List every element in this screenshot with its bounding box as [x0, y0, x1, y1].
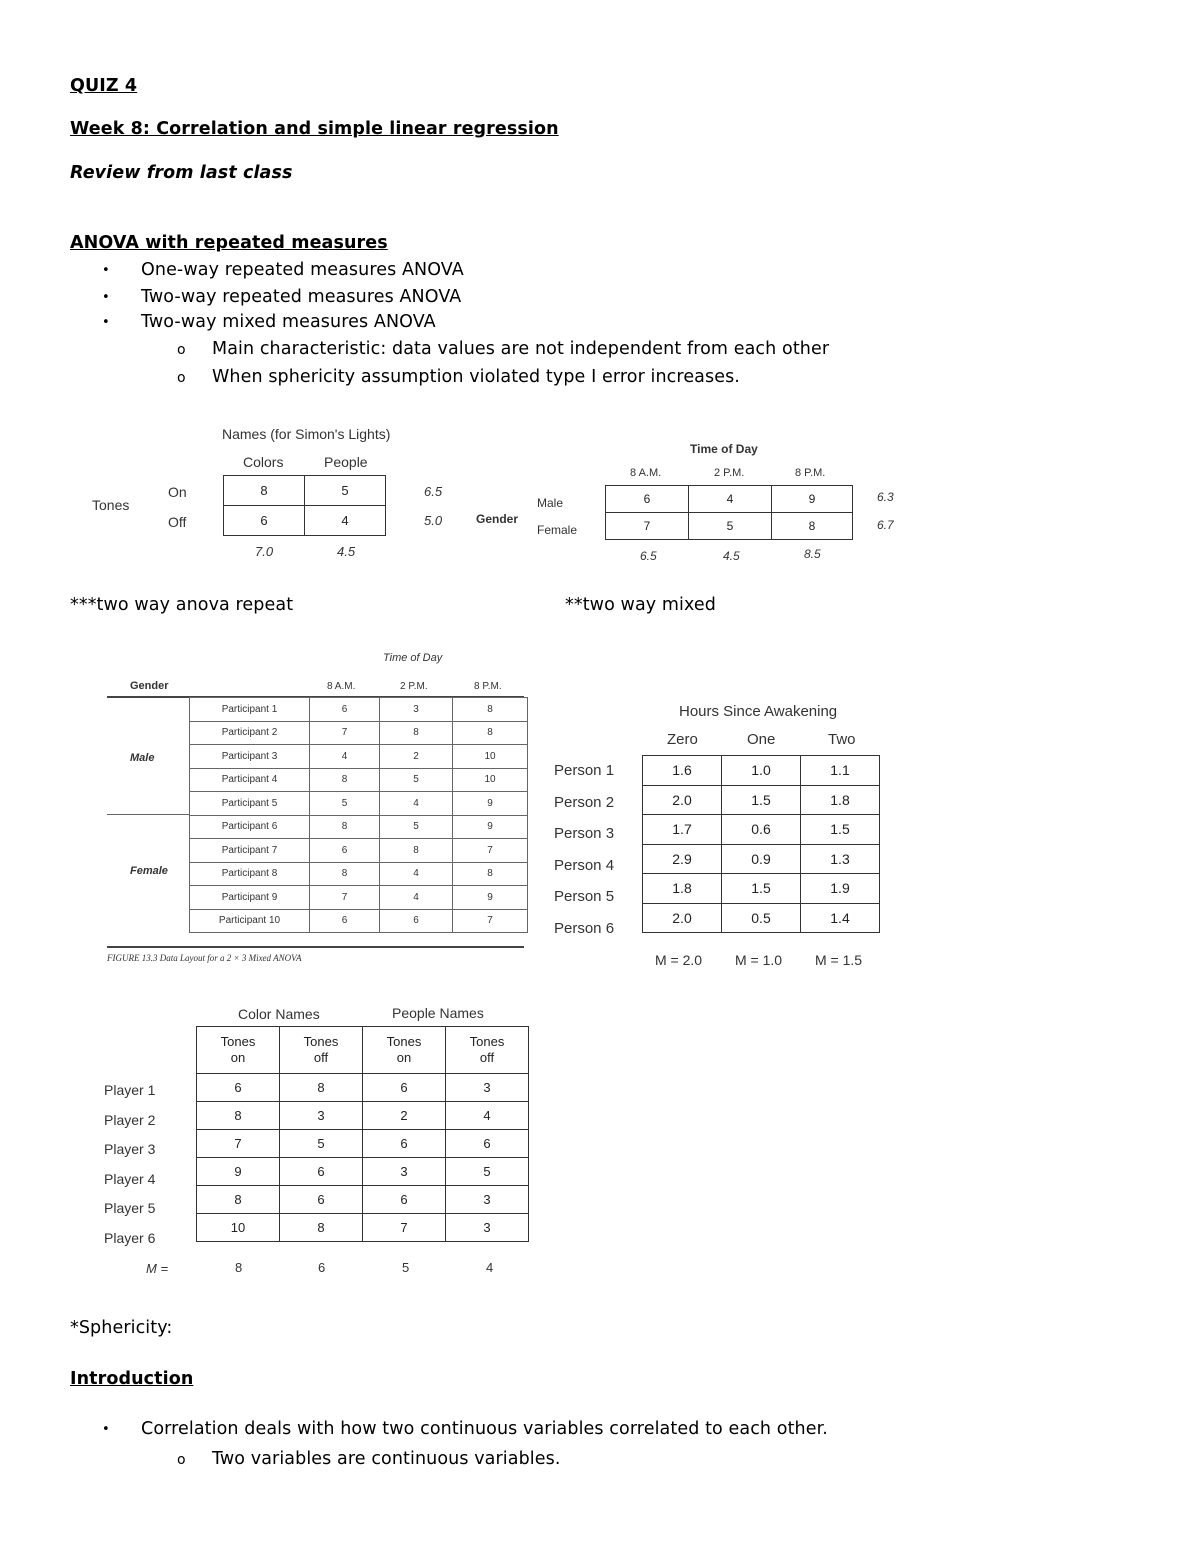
table-cell: 8: [280, 1214, 363, 1242]
table-cell: 8: [453, 721, 528, 745]
table-row: [643, 815, 880, 845]
fig5-group-header: Color Names: [238, 1006, 320, 1022]
participant-label: Participant 7: [190, 839, 310, 863]
fig2-row-label: Female: [537, 523, 578, 537]
column-header: [280, 1027, 363, 1074]
table-cell: 0.9: [722, 844, 801, 874]
table-cell: 1.7: [643, 815, 722, 845]
table-row: [197, 1130, 529, 1158]
table-cell: 1.9: [801, 874, 880, 904]
fig1-col-mean: 7.0: [255, 544, 274, 559]
column-header-line: on: [230, 1050, 246, 1065]
table-cell: 7: [310, 721, 380, 745]
table-cell: 8: [310, 815, 380, 839]
fig5-mean-label: M =: [146, 1261, 169, 1276]
player-label: Player 1: [104, 1082, 156, 1098]
player-label: Player 2: [104, 1111, 156, 1128]
table-cell: 0.5: [722, 903, 801, 933]
fig2-col-mean: 4.5: [723, 549, 740, 563]
table-cell: 1.0: [722, 756, 801, 786]
participant-label: Participant 6: [190, 815, 310, 839]
fig2-table: [605, 485, 853, 540]
table-row: [190, 862, 528, 886]
fig4-mean: M = 1.5: [815, 952, 863, 968]
table-row: [190, 768, 528, 792]
table-cell: 6: [446, 1130, 529, 1158]
table-cell: 1.8: [801, 785, 880, 815]
table-cell: 5: [380, 768, 453, 792]
intro-heading: Introduction: [70, 1369, 194, 1389]
fig4-mean: M = 2.0: [655, 952, 703, 968]
table-cell: 4: [305, 506, 386, 536]
column-header-line: Tones: [220, 1034, 256, 1049]
player-label: Player 3: [104, 1141, 156, 1158]
table-cell: 4: [310, 745, 380, 769]
table-row: [190, 886, 528, 910]
fig1-row-group: Tones: [92, 497, 130, 513]
column-header-line: Tones: [303, 1034, 339, 1049]
table-cell: 10: [453, 745, 528, 769]
fig3-group-label: Female: [130, 865, 168, 877]
table-cell: 1.5: [722, 874, 801, 904]
fig1-row-mean: 6.5: [424, 484, 443, 499]
table-cell: 6: [310, 909, 380, 933]
table-row: [190, 815, 528, 839]
table-cell: 6: [280, 1186, 363, 1214]
table-cell: 1.8: [643, 874, 722, 904]
table-cell: 8: [197, 1102, 280, 1130]
divider: [107, 814, 189, 815]
anova-bullet-2: Two-way repeated measures ANOVA: [141, 287, 462, 307]
table-row: [197, 1158, 529, 1186]
participant-label: Participant 5: [190, 792, 310, 816]
column-header-line: Tones: [386, 1034, 422, 1049]
column-header-line: Tones: [469, 1034, 505, 1049]
fig2-row-label: Male: [537, 496, 564, 510]
table-cell: 8: [380, 721, 453, 745]
participant-label: Participant 2: [190, 721, 310, 745]
table-cell: 2.0: [643, 903, 722, 933]
table-cell: 4: [380, 886, 453, 910]
participant-label: Participant 4: [190, 768, 310, 792]
sub-bullet-icon: o: [177, 1452, 186, 1468]
person-label: Person 6: [554, 919, 615, 937]
fig5-group-header: People Names: [392, 1005, 484, 1021]
table-cell: 2: [363, 1102, 446, 1130]
fig1-col-header: Colors: [243, 454, 284, 470]
fig4-col-header: Two: [828, 731, 856, 748]
table-cell: 7: [606, 513, 689, 540]
table-cell: 3: [446, 1186, 529, 1214]
fig1-row-mean: 5.0: [424, 513, 443, 528]
table-row: [190, 792, 528, 816]
table-cell: 5: [305, 476, 386, 506]
fig1-table: [223, 475, 386, 536]
table-row: [190, 839, 528, 863]
table-cell: 5: [310, 792, 380, 816]
table-cell: 3: [280, 1102, 363, 1130]
fig5-mean: 4: [486, 1260, 494, 1275]
bullet-icon: •: [102, 315, 110, 330]
fig2-row-mean: 6.3: [877, 490, 894, 504]
table-cell: 2: [380, 745, 453, 769]
table-cell: 1.4: [801, 903, 880, 933]
participant-label: Participant 10: [190, 909, 310, 933]
table-row: [643, 874, 880, 904]
intro-bullet: Correlation deals with how two continuous variables correlated to each other.: [141, 1419, 828, 1439]
column-header: [197, 1027, 280, 1074]
participant-label: Participant 9: [190, 886, 310, 910]
fig3-caption: FIGURE 13.3 Data Layout for a 2 × 3 Mixed ANOVA: [107, 953, 302, 963]
week-heading: Week 8: Correlation and simple linear regression: [70, 119, 559, 139]
fig2-col-header: 2 P.M.: [714, 467, 745, 479]
fig3-col-header: 8 P.M.: [474, 681, 502, 692]
player-label: Player 4: [104, 1170, 156, 1187]
table-cell: 4: [380, 862, 453, 886]
bullet-icon: •: [102, 1422, 110, 1437]
table-cell: 8: [453, 698, 528, 722]
table-cell: 1.5: [801, 815, 880, 845]
fig3-col-header: 8 A.M.: [327, 681, 356, 692]
sub-bullet-icon: o: [177, 342, 186, 358]
table-cell: 6: [280, 1158, 363, 1186]
table-cell: 5: [380, 815, 453, 839]
player-label: Player 5: [104, 1200, 156, 1217]
participant-label: Participant 8: [190, 862, 310, 886]
fig3-col-header: 2 P.M.: [400, 681, 428, 692]
fig3-group-label: Male: [130, 752, 155, 764]
table-cell: 8: [280, 1074, 363, 1102]
person-label: Person 2: [554, 793, 615, 811]
table-cell: 1.1: [801, 756, 880, 786]
table-row: [190, 698, 528, 722]
fig2-col-mean: 8.5: [804, 547, 821, 561]
table-row: [197, 1074, 529, 1102]
table-cell: 6: [380, 909, 453, 933]
table-cell: 0.6: [722, 815, 801, 845]
table-row: [197, 1186, 529, 1214]
anova-bullet-3: Two-way mixed measures ANOVA: [141, 312, 436, 332]
table-cell: 6: [310, 839, 380, 863]
table-cell: 6: [197, 1074, 280, 1102]
table-cell: 6: [363, 1186, 446, 1214]
fig1-row-label: Off: [168, 514, 187, 530]
table-cell: 6: [310, 698, 380, 722]
table-row: [197, 1102, 529, 1130]
table-cell: 8: [772, 513, 853, 540]
review-subheading: Review from last class: [70, 163, 293, 183]
fig2-col-mean: 6.5: [640, 549, 657, 563]
fig1-col-header: People: [324, 454, 368, 470]
table-cell: 9: [453, 792, 528, 816]
table-cell: 1.5: [722, 785, 801, 815]
table-cell: 7: [363, 1214, 446, 1242]
fig2-title: Time of Day: [690, 442, 758, 456]
table-cell: 8: [453, 862, 528, 886]
quiz-title: QUIZ 4: [70, 76, 138, 96]
bullet-icon: •: [102, 290, 110, 305]
table-row: [190, 721, 528, 745]
table-cell: 5: [280, 1130, 363, 1158]
anova-subbullet-1: Main characteristic: data values are not independent from each other: [212, 339, 830, 359]
table-cell: 7: [310, 886, 380, 910]
table-cell: 5: [446, 1158, 529, 1186]
table-row: [643, 844, 880, 874]
caption-two-way-mixed: **two way mixed: [565, 595, 717, 615]
table-cell: 4: [380, 792, 453, 816]
fig5-mean: 5: [402, 1260, 410, 1275]
table-cell: 6: [363, 1074, 446, 1102]
table-cell: 8: [310, 862, 380, 886]
table-cell: 7: [453, 839, 528, 863]
table-row: [190, 909, 528, 933]
fig3-table: [189, 697, 528, 933]
fig5-table: [196, 1026, 529, 1242]
fig2-col-header: 8 A.M.: [630, 467, 662, 479]
fig2-col-header: 8 P.M.: [795, 467, 826, 479]
column-header-line: off: [313, 1050, 329, 1065]
fig1-title: Names (for Simon's Lights): [222, 426, 391, 442]
participant-label: Participant 1: [190, 698, 310, 722]
participant-label: Participant 3: [190, 745, 310, 769]
anova-heading: ANOVA with repeated measures: [70, 233, 388, 253]
table-row: [643, 785, 880, 815]
table-row: [643, 903, 880, 933]
table-cell: 1.3: [801, 844, 880, 874]
table-cell: 4: [446, 1102, 529, 1130]
fig5-mean: 8: [235, 1260, 243, 1275]
table-cell: 8: [380, 839, 453, 863]
column-header: [363, 1027, 446, 1074]
fig3-gender-header: Gender: [130, 680, 169, 692]
table-cell: 9: [453, 886, 528, 910]
table-cell: 7: [453, 909, 528, 933]
table-cell: 7: [197, 1130, 280, 1158]
anova-subbullet-2: When sphericity assumption violated type I error increases.: [212, 367, 740, 387]
caption-two-way-repeat: ***two way anova repeat: [70, 595, 294, 615]
table-cell: 9: [197, 1158, 280, 1186]
person-label: Person 5: [554, 888, 615, 905]
table-cell: 8: [197, 1186, 280, 1214]
fig3-title: Time of Day: [383, 652, 443, 664]
header-row: [197, 1027, 529, 1074]
table-cell: 10: [197, 1214, 280, 1242]
table-cell: 8: [224, 476, 305, 506]
table-cell: 5: [689, 513, 772, 540]
person-label: Person 3: [554, 825, 615, 842]
table-cell: 4: [689, 486, 772, 513]
column-header-line: off: [479, 1050, 495, 1065]
fig4-table: [642, 755, 880, 933]
bullet-icon: •: [102, 263, 110, 278]
table-cell: 2.0: [643, 785, 722, 815]
table-cell: 8: [310, 768, 380, 792]
table-cell: 6: [363, 1130, 446, 1158]
table-cell: 3: [446, 1214, 529, 1242]
divider: [107, 946, 524, 948]
column-header: [446, 1027, 529, 1074]
fig4-title: Hours Since Awakening: [679, 703, 838, 720]
fig2-row-mean: 6.7: [877, 518, 894, 532]
table-cell: 1.6: [643, 756, 722, 786]
fig1-col-mean: 4.5: [337, 544, 356, 559]
fig2-row-group: Gender: [476, 512, 519, 526]
intro-subbullet: Two variables are continuous variables.: [212, 1449, 561, 1469]
anova-bullet-1: One-way repeated measures ANOVA: [141, 260, 464, 280]
table-row: [197, 1214, 529, 1242]
player-label: Player 6: [104, 1230, 156, 1246]
fig4-col-header: Zero: [667, 731, 698, 748]
table-cell: 2.9: [643, 844, 722, 874]
sphericity-label: *Sphericity:: [70, 1318, 173, 1338]
fig4-col-header: One: [747, 731, 776, 748]
person-label: Person 4: [554, 856, 615, 874]
table-cell: 3: [380, 698, 453, 722]
fig5-mean: 6: [318, 1260, 326, 1275]
table-cell: 6: [224, 506, 305, 536]
person-label: Person 1: [554, 762, 615, 779]
fig1-row-label: On: [168, 484, 187, 500]
table-cell: 3: [446, 1074, 529, 1102]
fig4-mean: M = 1.0: [735, 952, 783, 968]
table-row: [190, 745, 528, 769]
table-cell: 3: [363, 1158, 446, 1186]
sub-bullet-icon: o: [177, 370, 186, 386]
table-cell: 9: [453, 815, 528, 839]
table-cell: 6: [606, 486, 689, 513]
table-cell: 9: [772, 486, 853, 513]
table-row: [643, 756, 880, 786]
table-cell: 10: [453, 768, 528, 792]
column-header-line: on: [396, 1050, 412, 1065]
